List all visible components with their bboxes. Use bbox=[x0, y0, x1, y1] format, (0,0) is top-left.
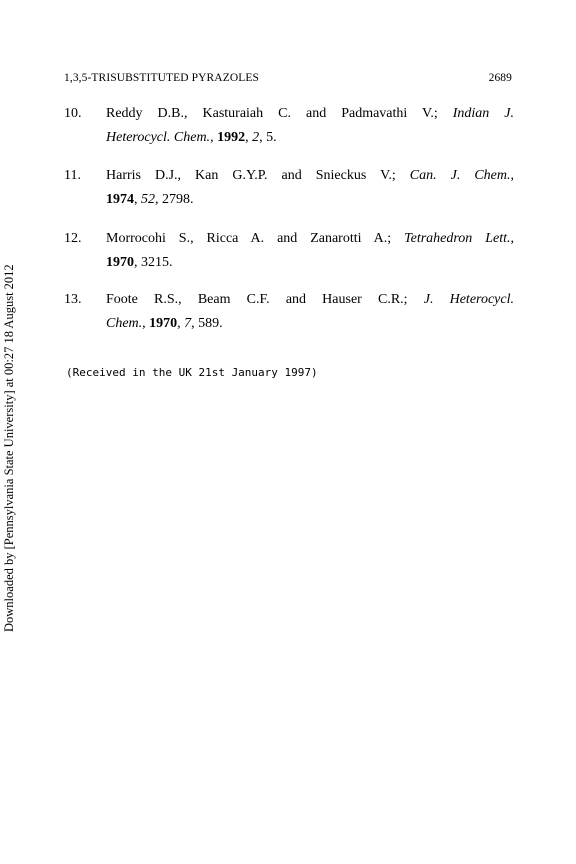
reference-10 bbox=[64, 102, 514, 150]
reference-volume: 52 bbox=[141, 192, 155, 207]
download-watermark: Downloaded by [Pennsylvania State University] at 00:27 18 August 2012 bbox=[2, 264, 16, 632]
reference-pages: , 589. bbox=[191, 316, 223, 331]
reference-journal: Tetrahedron Lett. bbox=[404, 231, 511, 246]
reference-pages: , 3215. bbox=[134, 255, 173, 270]
reference-separator: , bbox=[134, 192, 138, 207]
reference-journal: Indian J. bbox=[452, 106, 514, 121]
reference-year: 1992 bbox=[217, 130, 246, 145]
page-number: 2689 bbox=[488, 72, 512, 84]
reference-journal-cont: Chem. bbox=[106, 316, 143, 331]
reference-journal: J. Heterocycl. bbox=[423, 292, 514, 307]
reference-separator: , bbox=[210, 130, 214, 145]
reference-authors: Harris D.J., Kan G.Y.P. and Snieckus V.; bbox=[106, 168, 396, 183]
reference-authors: Foote R.S., Beam C.F. and Hauser C.R.; bbox=[106, 292, 408, 307]
reference-journal-cont: Heterocycl. Chem. bbox=[106, 130, 211, 145]
reference-separator: , bbox=[142, 316, 146, 331]
reference-authors: Reddy D.B., Kasturaiah C. and Padmavathi V.; bbox=[106, 106, 438, 121]
reference-separator: , bbox=[510, 168, 515, 183]
page-header bbox=[64, 72, 512, 84]
reference-volume: 2 bbox=[252, 130, 260, 145]
reference-volume: 7 bbox=[184, 316, 192, 331]
reference-number: 13. bbox=[64, 292, 82, 307]
reference-number: 12. bbox=[64, 231, 82, 246]
reference-11 bbox=[64, 164, 514, 212]
reference-number: 11. bbox=[64, 168, 81, 183]
received-note: (Received in the UK 21st January 1997) bbox=[66, 366, 318, 379]
reference-pages: , 5. bbox=[259, 130, 277, 145]
reference-separator: , bbox=[177, 316, 181, 331]
reference-pages: , 2798. bbox=[155, 192, 194, 207]
reference-number: 10. bbox=[64, 106, 82, 121]
reference-journal: Can. J. Chem. bbox=[409, 168, 511, 183]
reference-authors: Morrocohi S., Ricca A. and Zanarotti A.; bbox=[106, 231, 392, 246]
reference-12 bbox=[64, 227, 514, 275]
reference-year: 1974 bbox=[106, 192, 134, 207]
reference-separator: , bbox=[245, 130, 249, 145]
reference-year: 1970 bbox=[106, 255, 134, 270]
reference-separator: , bbox=[510, 231, 515, 246]
reference-13 bbox=[64, 288, 514, 336]
running-title: 1,3,5-TRISUBSTITUTED PYRAZOLES bbox=[64, 72, 259, 84]
reference-year: 1970 bbox=[149, 316, 178, 331]
